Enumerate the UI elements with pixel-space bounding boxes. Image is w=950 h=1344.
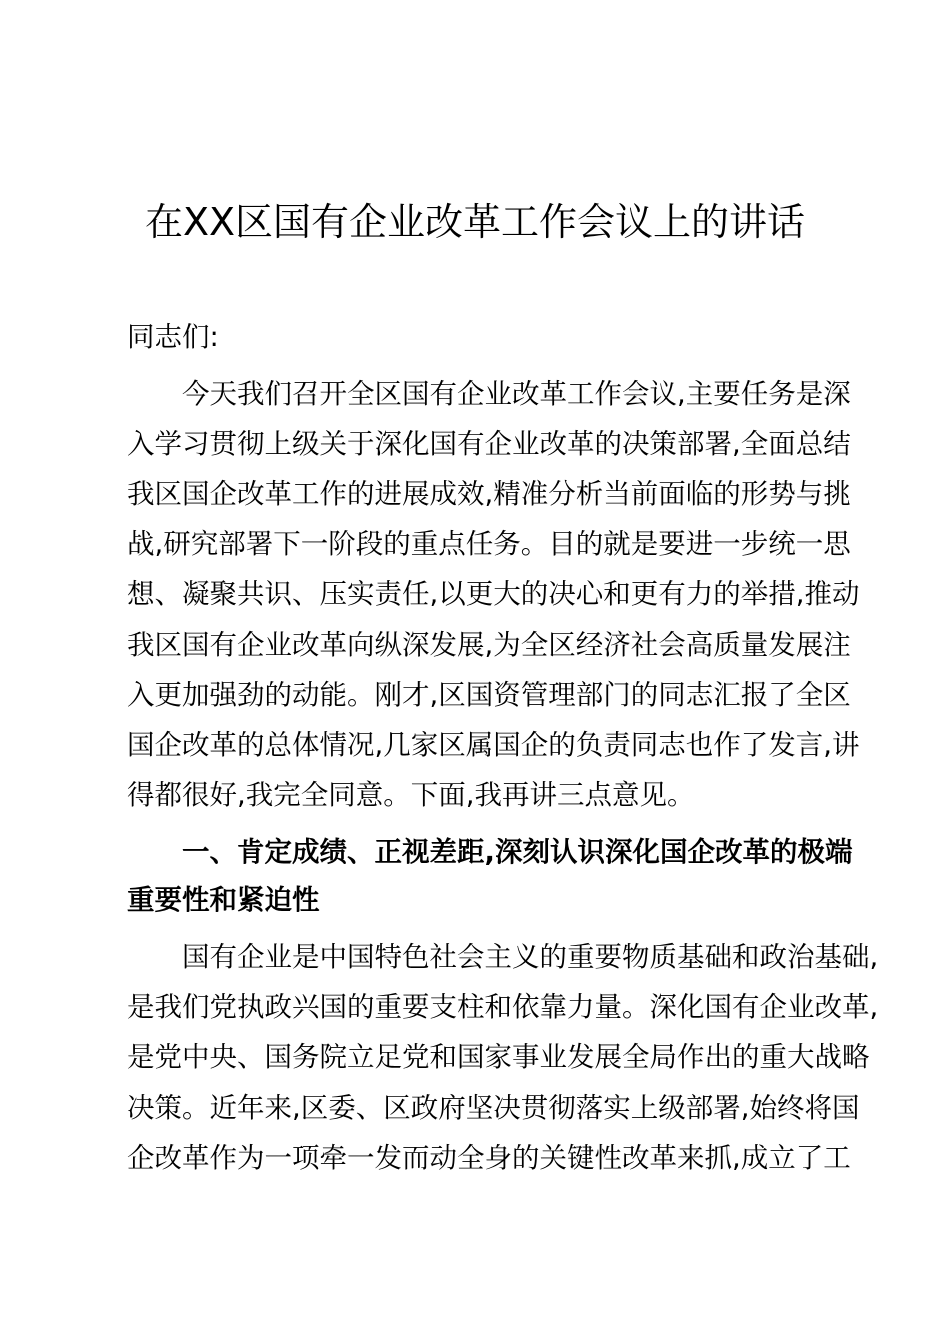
paragraph-line: 战,研究部署下一阶段的重点任务。目的就是要进一步统一思: [127, 528, 851, 560]
paragraph-line: 得都很好,我完全同意。下面,我再讲三点意见。: [127, 779, 695, 811]
paragraph-line: 是我们党执政兴国的重要支柱和依靠力量。深化国有企业改革,: [127, 991, 879, 1023]
paragraph-line: 想、凝聚共识、压实责任,以更大的决心和更有力的举措,推动: [127, 578, 860, 610]
heading-line: 重要性和紧迫性: [127, 884, 320, 916]
paragraph-line: 入更加强劲的动能。刚才,区国资管理部门的同志汇报了全区: [127, 679, 851, 711]
document-title: 在XX区国有企业改革工作会议上的讲话: [144, 200, 806, 244]
salutation: 同志们:: [127, 321, 219, 353]
paragraph-line: 国有企业是中国特色社会主义的重要物质基础和政治基础,: [127, 941, 879, 973]
paragraph-line: 国企改革的总体情况,几家区属国企的负责同志也作了发言,讲: [127, 729, 860, 761]
paragraph-line: 企改革作为一项牵一发而动全身的关键性改革来抓,成立了工: [127, 1142, 851, 1174]
paragraph-line: 我区国企改革工作的进展成效,精准分析当前面临的形势与挑: [127, 478, 851, 510]
heading-line: 一、肯定成绩、正视差距,深刻认识深化国企改革的极端: [127, 836, 853, 868]
paragraph-line: 今天我们召开全区国有企业改革工作会议,主要任务是深: [127, 378, 851, 410]
paragraph-line: 是党中央、国务院立足党和国家事业发展全局作出的重大战略: [127, 1041, 870, 1073]
paragraph-line: 我区国有企业改革向纵深发展,为全区经济社会高质量发展注: [127, 629, 851, 661]
paragraph-line: 入学习贯彻上级关于深化国有企业改革的决策部署,全面总结: [127, 428, 851, 460]
paragraph-line: 决策。近年来,区委、区政府坚决贯彻落实上级部署,始终将国: [127, 1092, 860, 1124]
